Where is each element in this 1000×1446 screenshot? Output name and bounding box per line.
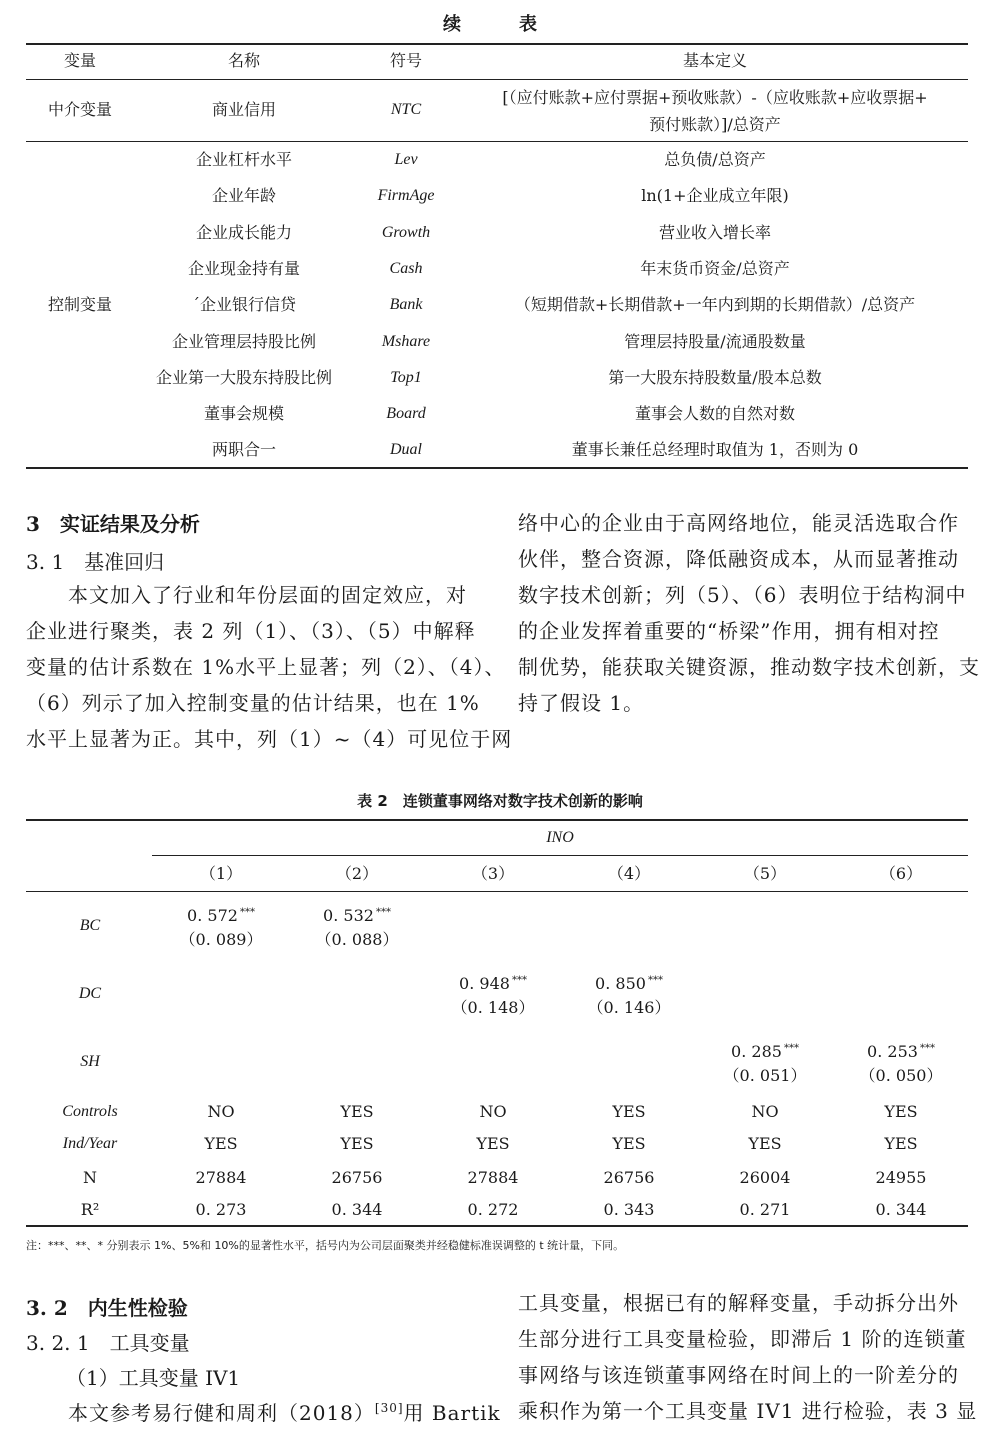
iv1-item: （1）工具变量 IV1 [66,1366,241,1390]
mediator-definition-line2: 预付账款）]/总资产 [649,115,781,134]
paragraph-line: 伙伴，整合资源，降低融资成本，从而显著推动 [518,547,959,571]
table1-header-variable: 变量 [63,51,96,70]
stat-value: YES [340,1134,374,1153]
coefficient-cell [292,903,422,926]
control-variable-definition: ln(1+企业成立年限) [641,186,789,206]
table2-header-rule [26,891,968,892]
table1-title: 续 表 [443,14,557,35]
stat-value: YES [612,1102,646,1121]
coefficient-cell [428,971,558,994]
column-header: （2） [335,864,379,883]
coefficient-value: 0. 253 [867,1042,918,1061]
control-variable-definition: 总负债/总资产 [664,150,766,169]
coefficient-cell [836,1039,966,1062]
table2-dep-rule [152,855,968,856]
control-variable-name: ´企业银行信贷 [191,295,296,315]
significance-stars: *** [511,975,527,986]
mediator-name: 商业信用 [211,100,276,119]
stat-value: NO [479,1102,507,1121]
row-label: N [83,1168,97,1187]
control-variable-symbol: Top1 [390,368,422,386]
stat-value: 26756 [331,1168,383,1187]
control-variable-symbol: Mshare [381,332,431,350]
paragraph-line: 事网络与该连锁董事网络在时间上的一阶差分的 [518,1363,959,1387]
coefficient-cell [564,971,694,994]
row-label: SH [80,1053,100,1070]
stat-value: 0. 343 [603,1200,655,1219]
row-label: BC [79,917,101,934]
control-variable-symbol: Lev [394,151,418,168]
stat-value: YES [748,1134,782,1153]
table1-header-symbol: 符号 [389,51,422,70]
row-label: Ind/Year [62,1135,118,1152]
paragraph-line: 络中心的企业由于高网络地位，能灵活选取合作 [518,511,959,535]
coefficient-value: 0. 532 [323,906,374,925]
citation-marker: [30] [374,1401,404,1415]
control-group-label: 控制变量 [47,295,112,314]
mediator-group-label: 中介变量 [47,100,112,119]
paragraph-line: 乘积作为第一个工具变量 IV1 进行检验，表 3 显 [518,1399,978,1423]
column-header: （1） [199,864,243,883]
table2-dependent-variable: INO [546,829,574,846]
paragraph-line: （6）列示了加入控制变量的估计结果，也在 1% [26,691,480,715]
stat-value: YES [884,1134,918,1153]
standard-error: （0. 089） [179,930,263,949]
coefficient-cell [156,903,286,926]
table1-mediator-rule [26,141,968,142]
stat-value: 27884 [467,1168,519,1187]
significance-stars: *** [375,907,391,918]
table2-top-rule [26,819,968,821]
significance-stars: *** [239,907,255,918]
control-variable-definition: 年末货币资金/总资产 [640,258,790,278]
stat-value: YES [204,1134,238,1153]
stat-value: YES [476,1134,510,1153]
control-variable-definition: 营业收入增长率 [658,222,771,242]
paragraph-line: 变量的估计系数在 1%水平上显著；列（2）、（4）、 [26,655,506,679]
control-variable-symbol: Board [386,405,426,423]
table1-bottom-rule [26,467,968,469]
left-paragraph-text: 本文参考易行健和周利（2018） [26,1401,375,1425]
control-variable-symbol: Cash [389,259,423,277]
stat-value: 0. 272 [467,1200,519,1219]
row-label: DC [78,985,102,1002]
paragraph-line: 企业进行聚类，表 2 列（1）、（3）、（5）中解释 [26,619,476,643]
control-variable-definition: 第一大股东持股数量/股本总数 [608,367,822,387]
coefficient-value: 0. 948 [459,974,510,993]
standard-error: （0. 051） [723,1066,807,1085]
stat-value: YES [340,1102,374,1121]
paragraph-line: 制优势，能获取关键资源，推动数字技术创新，支 [518,655,980,679]
control-variable-name: 企业第一大股东持股比例 [155,367,332,387]
left-paragraph-tail: 用 Bartik [403,1401,501,1425]
stat-value: 0. 344 [875,1200,927,1219]
table1-header-name: 名称 [227,51,260,70]
row-label: Controls [62,1103,118,1120]
control-variable-symbol: FirmAge [377,187,435,205]
column-header: （4） [607,864,651,883]
paragraph-line: 数字技术创新；列（5）、（6）表明位于结构洞中 [518,583,967,607]
stat-value: YES [612,1134,646,1153]
subsection-title: 3. 1 基准回归 [26,550,165,574]
column-header: （6） [879,864,923,883]
standard-error: （0. 088） [315,930,399,949]
column-header: （5） [743,864,787,883]
stat-value: NO [207,1102,235,1121]
stat-value: 24955 [875,1168,927,1187]
section321-heading: 3. 2. 1 工具变量 [26,1331,190,1355]
stat-value: 0. 273 [195,1200,247,1219]
standard-error: （0. 146） [587,998,671,1017]
table1-header-rule [26,79,968,80]
table2-caption: 表 2 连锁董事网络对数字技术创新的影响 [357,792,643,810]
stat-value: NO [751,1102,779,1121]
significance-stars: *** [783,1043,799,1054]
row-label: R² [80,1200,100,1219]
subsection-heading [26,546,164,575]
section3-right-paragraph [518,505,978,721]
column-header: （3） [471,864,515,883]
control-variable-symbol: Growth [381,223,431,241]
significance-stars: *** [919,1043,935,1054]
section-heading: 3 实证结果及分析 [26,512,200,536]
mediator-definition-line1: [（应付账款+应付票据+预收账款）-（应收账款+应收票据+ [502,88,928,107]
stat-value: 26756 [603,1168,655,1187]
control-variable-name: 企业杠杆水平 [195,150,292,169]
control-variable-name: 企业管理层持股比例 [171,331,316,351]
stat-value: YES [884,1102,918,1121]
paragraph-line: 水平上显著为正。其中，列（1）~（4）可见位于网 [26,727,513,751]
standard-error: （0. 148） [451,998,535,1017]
paragraph-line: 本文加入了行业和年份层面的固定效应，对 [26,583,467,607]
section3-left-paragraph [26,577,513,757]
control-variable-definition: 管理层持股量/流通股数量 [624,331,806,351]
paragraph-line: 的企业发挥着重要的“桥梁”作用，拥有相对控 [518,619,940,643]
coefficient-value: 0. 285 [731,1042,782,1061]
stat-value: 0. 271 [739,1200,791,1219]
significance-stars: *** [647,975,663,986]
table1-top-rule [26,43,968,45]
control-variable-definition: 董事长兼任总经理时取值为 1，否则为 0 [571,440,859,460]
control-variable-definition: （短期借款+长期借款+一年内到期的长期借款）/总资产 [514,295,916,315]
standard-error: （0. 050） [859,1066,943,1085]
table1-header-definition: 基本定义 [682,51,747,70]
section32-heading: 3. 2 内生性检验 [26,1296,188,1320]
control-variable-symbol: Dual [390,441,422,459]
table2-note: 注：***、**、* 分别表示 1%、5%和 10%的显著性水平，括号内为公司层面聚类并经稳健标准误调整的 t 统计量，下同。 [26,1239,625,1252]
coefficient-value: 0. 850 [595,974,646,993]
table2-bottom-rule [26,1225,968,1227]
mediator-symbol: NTC [390,101,422,118]
section32-left-paragraph [26,1390,501,1431]
stat-value: 27884 [195,1168,247,1187]
control-variable-name: 两职合一 [211,440,276,460]
control-variable-name: 企业年龄 [211,186,276,206]
paragraph-line: 工具变量，根据已有的解释变量，手动拆分出外 [518,1291,959,1315]
control-variable-name: 企业成长能力 [195,222,292,242]
control-variable-definition: 董事会人数的自然对数 [634,404,795,424]
control-variable-symbol: Bank [389,296,423,314]
section32-right-paragraph [518,1285,978,1429]
control-variable-name: 企业现金持有量 [187,258,300,278]
stat-value: 26004 [739,1168,791,1187]
control-variable-name: 董事会规模 [203,404,284,424]
paragraph-line: 生部分进行工具变量检验，即滞后 1 阶的连锁董 [518,1327,967,1351]
coefficient-cell [700,1039,830,1062]
stat-value: 0. 344 [331,1200,383,1219]
paragraph-line: 持了假设 1。 [518,691,645,715]
coefficient-value: 0. 572 [187,906,238,925]
